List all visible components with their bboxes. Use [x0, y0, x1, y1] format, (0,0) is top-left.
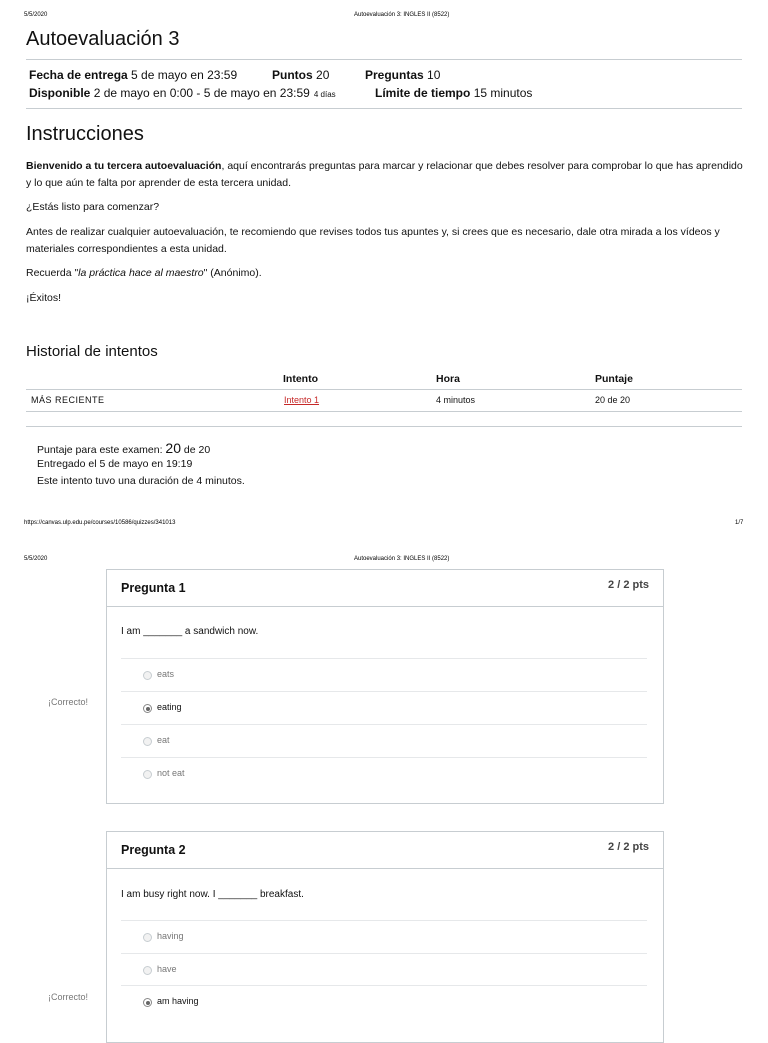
radio-button[interactable]: [143, 737, 152, 746]
instructions-paragraph-5: ¡Éxitos!: [26, 292, 62, 304]
questions-label: Preguntas: [365, 68, 424, 82]
score-suffix: de 20: [183, 444, 211, 456]
available-days: 4 días: [313, 90, 336, 99]
question-card: [106, 569, 664, 804]
points-value: 20: [316, 68, 330, 82]
divider: [26, 389, 742, 390]
question-points: 2 / 2 pts: [608, 579, 649, 591]
answer-option[interactable]: [121, 724, 647, 757]
question-header: [107, 832, 663, 869]
question-title: Pregunta 2: [121, 843, 186, 857]
score-summary: [37, 440, 210, 456]
page-title: Autoevaluación 3: [26, 28, 180, 50]
question-text: I am _______ a sandwich now.: [121, 626, 259, 637]
instructions-paragraph-3: Antes de realizar cualquier autoevaluación, te recomiendo que revises todos tus apuntes y, si crees que es necesario, dale otra mirada a los vídeos y materiales correspondientes a esta unidad.: [26, 226, 720, 255]
points-label: Puntos: [272, 68, 313, 82]
answer-option[interactable]: [121, 658, 647, 691]
due-label: Fecha de entrega: [29, 68, 128, 82]
history-row-time: 4 minutos: [436, 395, 476, 405]
quote-prefix: Recuerda ": [26, 267, 79, 279]
question-points: 2 / 2 pts: [608, 841, 649, 853]
print-date: 5/5/2020: [24, 12, 48, 18]
score-value: 20: [165, 440, 181, 456]
instructions-paragraph-2: ¿Estás listo para comenzar?: [26, 201, 160, 213]
divider: [26, 411, 742, 412]
available-label: Disponible: [29, 86, 91, 100]
quote-text: la práctica hace al maestro: [78, 267, 204, 279]
instructions-paragraph-4: [26, 265, 744, 282]
radio-button[interactable]: [143, 770, 152, 779]
questions-detail: [365, 68, 444, 82]
correct-feedback: ¡Correcto!: [48, 992, 89, 1002]
answer-option[interactable]: [121, 953, 647, 986]
time-limit-detail: [375, 86, 536, 100]
radio-button[interactable]: [143, 966, 152, 975]
print-date: 5/5/2020: [24, 556, 48, 562]
print-title: Autoevaluación 3: INGLES II (8522): [354, 556, 450, 562]
welcome-rest: , aquí encontrarás preguntas para marcar y relacionar que debes resolver para comprobar lo que has aprendido y lo que aún te falta por aprender de esta tercera unidad.: [26, 160, 743, 189]
radio-button-selected[interactable]: [143, 704, 152, 713]
questions-value: 10: [427, 68, 441, 82]
answer-label: eating: [157, 702, 182, 712]
radio-button[interactable]: [143, 671, 152, 680]
answer-label: not eat: [157, 768, 185, 778]
answer-label: eats: [157, 669, 175, 679]
answer-label: having: [157, 931, 184, 941]
score-prefix: Puntaje para este examen:: [37, 444, 163, 456]
submitted-text: Entregado el 5 de mayo en 19:19: [37, 458, 193, 470]
answer-option[interactable]: [121, 920, 647, 953]
question-header: [107, 570, 663, 607]
available-value: 2 de mayo en 0:00 - 5 de mayo en 23:59: [93, 86, 310, 100]
radio-button[interactable]: [143, 933, 152, 942]
divider: [26, 59, 742, 60]
answer-label: am having: [157, 996, 199, 1006]
question-title: Pregunta 1: [121, 581, 186, 595]
attempt-link[interactable]: Intento 1: [284, 395, 320, 405]
duration-text: Este intento tuvo una duración de 4 minutos.: [37, 475, 245, 487]
history-col-time: Hora: [436, 373, 460, 385]
instructions-paragraph-1: [26, 158, 744, 191]
answer-option-selected[interactable]: [121, 985, 647, 1018]
history-heading: Historial de intentos: [26, 343, 158, 360]
correct-feedback: ¡Correcto!: [48, 697, 89, 707]
answer-label: have: [157, 964, 177, 974]
divider: [26, 108, 742, 109]
answer-option[interactable]: [121, 757, 647, 790]
history-col-attempt: Intento: [283, 373, 318, 385]
quiz-details-row-1: [29, 68, 241, 82]
points-detail: [272, 68, 333, 82]
question-text: I am busy right now. I _______ breakfast.: [121, 889, 304, 900]
instructions-heading: Instrucciones: [26, 123, 144, 145]
quiz-details-row-2: [29, 86, 340, 100]
history-row-label: MÁS RECIENTE: [31, 395, 105, 405]
quote-suffix: " (Anónimo).: [203, 267, 262, 279]
answer-label: eat: [157, 735, 170, 745]
print-page-number: 1/7: [735, 520, 744, 526]
history-row-score: 20 de 20: [595, 395, 631, 405]
time-limit-label: Límite de tiempo: [375, 86, 471, 100]
divider: [26, 426, 742, 427]
time-limit-value: 15 minutos: [473, 86, 533, 100]
print-title: Autoevaluación 3: INGLES II (8522): [354, 12, 450, 18]
answer-option-selected[interactable]: [121, 691, 647, 724]
welcome-bold: Bienvenido a tu tercera autoevaluación: [26, 160, 222, 172]
radio-button-selected[interactable]: [143, 998, 152, 1007]
question-card: [106, 831, 664, 1043]
print-url: https://canvas.ulp.edu.pe/courses/10586/quizzes/341013: [24, 520, 176, 526]
due-value: 5 de mayo en 23:59: [131, 68, 238, 82]
history-col-score: Puntaje: [595, 373, 633, 385]
